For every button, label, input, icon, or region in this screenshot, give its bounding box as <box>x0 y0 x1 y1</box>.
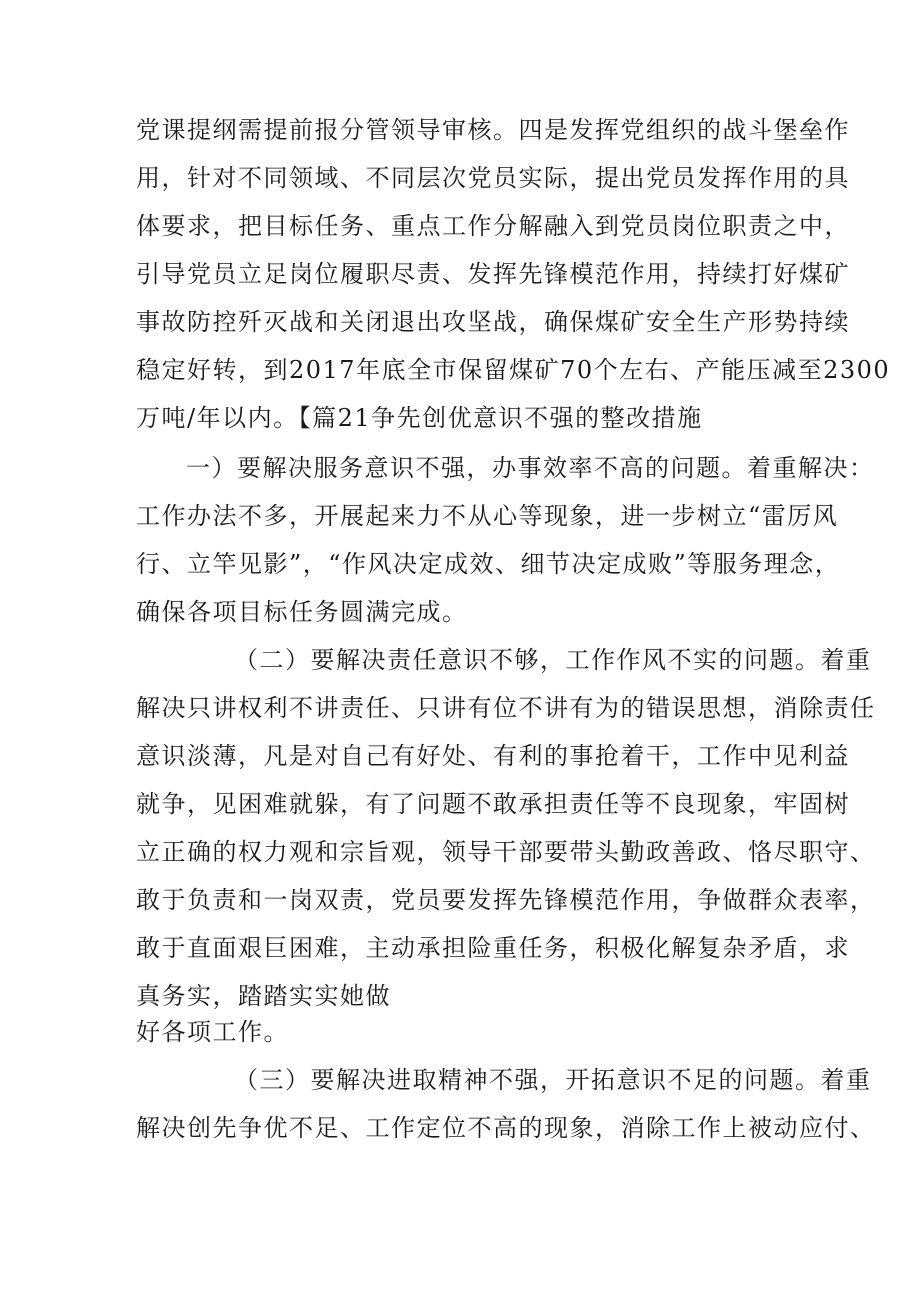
text-line-9: 工作办法不多，开展起来力不从心等现象，进一步树立“雷厉风 <box>136 502 839 530</box>
text-line-4: 引导党员立足岗位履职尽责、发挥先锋模范作用，持续打好煤矿 <box>136 260 850 288</box>
text-line-22: 解决创先争优不足、工作定位不高的现象，消除工作上被动应付、 <box>136 1114 876 1142</box>
text-line-13: 解决只讲权利不讲责任、只讲有位不讲有为的错误思想，消除责任 <box>136 694 876 722</box>
text-line-3: 体要求，把目标任务、重点工作分解融入到党员岗位职责之中， <box>136 212 850 240</box>
text-line-8: 一）要解决服务意识不强，办事效率不高的问题。着重解决： <box>186 454 875 482</box>
text-line-16: 立正确的权力观和宗旨观，领导干部要带头勤政善政、恪尽职守、 <box>136 838 876 866</box>
text-line-2: 用，针对不同领域、不同层次党员实际，提出党员发挥作用的具 <box>136 164 850 192</box>
text-line-10: 行、立竿见影”，“作风决定成效、细节决定成败”等服务理念， <box>136 550 841 578</box>
text-line-5: 事故防控歼灭战和关闭退出攻坚战，确保煤矿安全生产形势持续 <box>136 308 850 336</box>
text-line-21: （三）要解决进取精神不强，开拓意识不足的问题。着重 <box>234 1066 872 1094</box>
text-line-6: 稳定好转，到2017年底全市保留煤矿70个左右、产能压减至2300 <box>136 356 891 384</box>
text-line-15: 就争，见困难就躲，有了问题不敢承担责任等不良现象，牢固树 <box>136 790 850 818</box>
text-line-1: 党课提纲需提前报分管领导审核。四是发挥党组织的战斗堡垒作 <box>136 116 850 144</box>
text-line-18: 敢于直面艰巨困难，主动承担险重任务，积极化解复杂矛盾，求 <box>136 934 850 962</box>
text-line-7: 万吨/年以内。【篇21争先创优意识不强的整改措施 <box>136 404 703 432</box>
text-line-20: 好各项工作。 <box>136 1018 289 1046</box>
text-line-19: 真务实，踏踏实实她做 <box>136 982 391 1010</box>
text-line-17: 敢于负责和一岗双责，党员要发挥先锋模范作用，争做群众表率， <box>136 886 876 914</box>
text-line-11: 确保各项目标任务圆满完成。 <box>136 598 468 626</box>
text-line-14: 意识淡薄，凡是对自己有好处、有利的事抢着干，工作中见利益 <box>136 742 850 770</box>
text-line-12: （二）要解决责任意识不够，工作作风不实的问题。着重 <box>234 646 872 674</box>
